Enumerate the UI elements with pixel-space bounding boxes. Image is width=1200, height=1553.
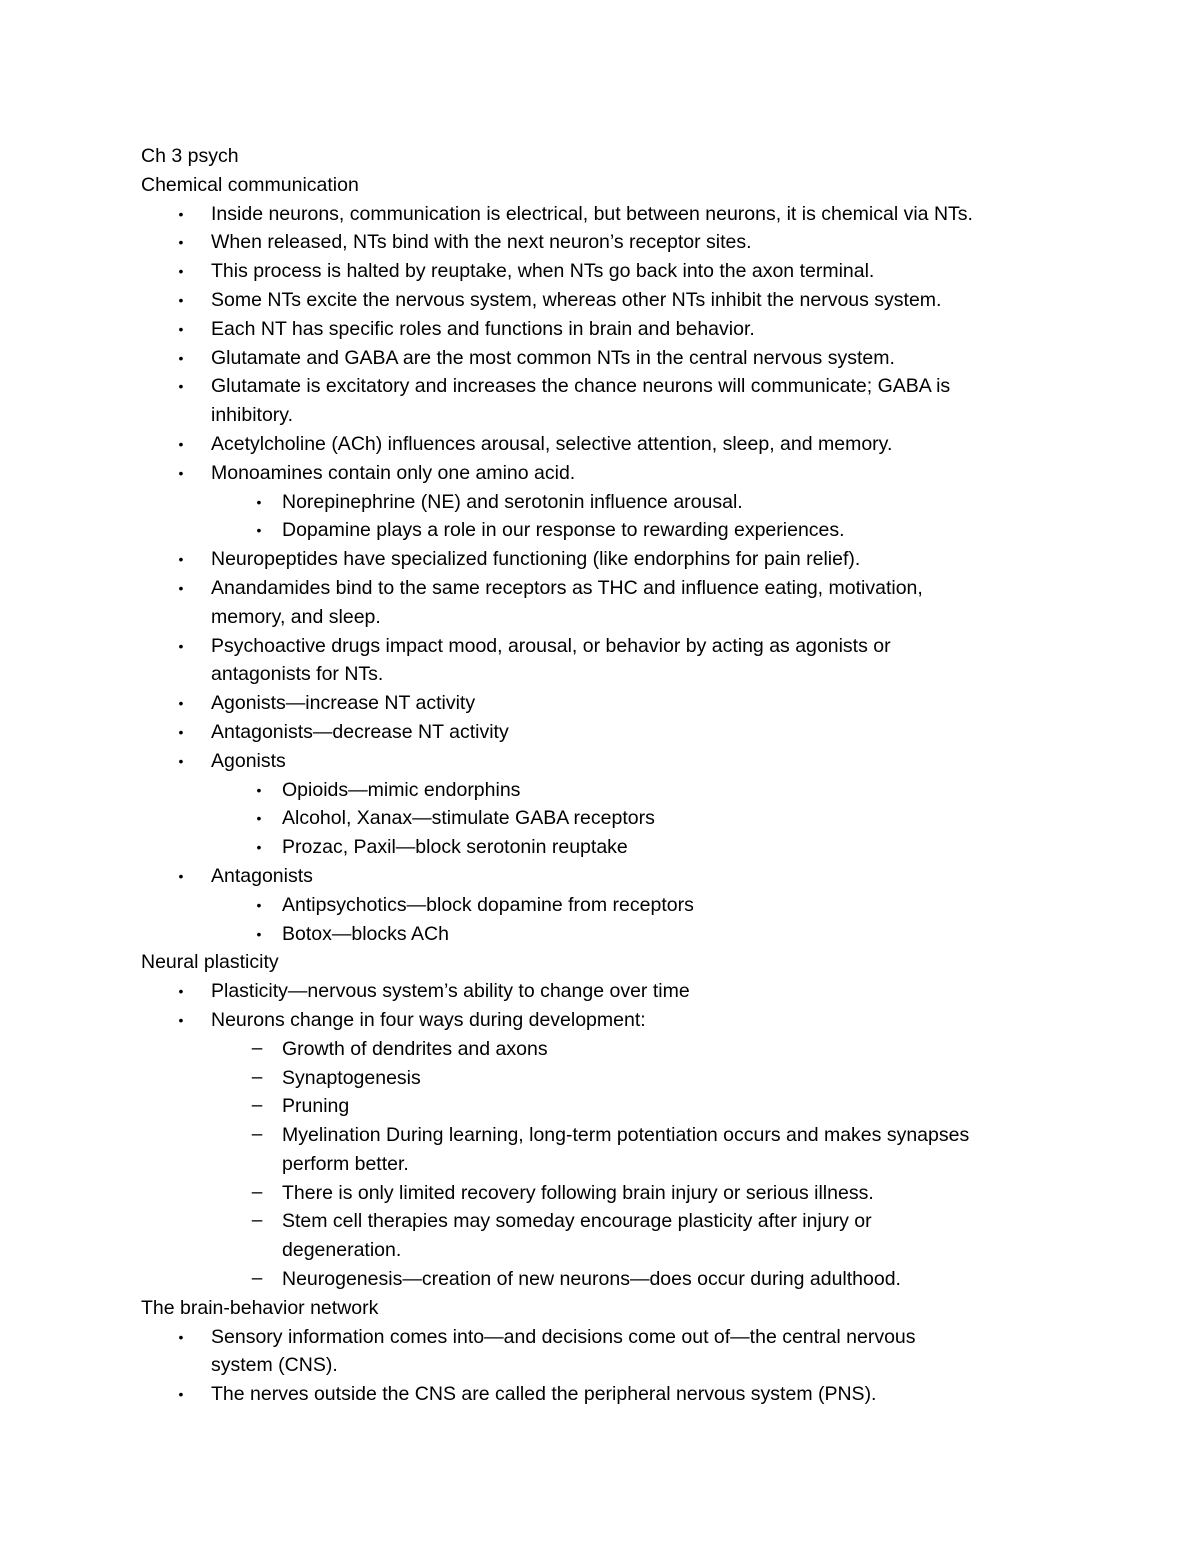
dash-bullet-icon: –	[251, 1268, 263, 1290]
list-item-continuation	[141, 660, 1101, 689]
list-item	[141, 430, 1101, 459]
list-item-text: Botox—blocks ACh	[282, 922, 449, 945]
bullet-icon: •	[256, 839, 262, 856]
bullet-icon: •	[178, 695, 184, 712]
list-item-text-continued: degeneration.	[282, 1239, 402, 1262]
sub-list-item	[141, 1179, 1101, 1208]
list-item	[141, 632, 1101, 661]
list-item	[141, 1380, 1101, 1409]
list-item-text: Stem cell therapies may someday encourage plasticity after injury or	[282, 1210, 872, 1233]
list-item-text: Neurogenesis—creation of new neurons—does occur during adulthood.	[282, 1268, 901, 1291]
bullet-icon: •	[178, 349, 184, 366]
dash-bullet-icon: –	[251, 1124, 263, 1146]
bullet-icon: •	[256, 493, 262, 510]
document-body	[141, 142, 1101, 1409]
list-item-text: Myelination During learning, long-term potentiation occurs and makes synapses	[282, 1124, 970, 1147]
list-item-continuation	[141, 1236, 1101, 1265]
list-item-text: Glutamate and GABA are the most common NTs in the central nervous system.	[211, 346, 895, 369]
section-heading: The brain-behavior network	[141, 1296, 379, 1319]
sub-list-item	[141, 1121, 1101, 1150]
sub-list-item	[141, 891, 1101, 920]
bullet-icon: •	[178, 983, 184, 1000]
list-item-text-continued: perform better.	[282, 1152, 409, 1175]
bullet-icon: •	[178, 723, 184, 740]
sub-list-item	[141, 804, 1101, 833]
list-item-text: Antagonists—decrease NT activity	[211, 720, 509, 743]
list-item-text: Antagonists	[211, 864, 313, 887]
list-item-text-continued: inhibitory.	[211, 404, 294, 427]
list-item-text: Agonists	[211, 749, 286, 772]
bullet-icon: •	[256, 781, 262, 798]
bullet-icon: •	[178, 205, 184, 222]
sub-list-item	[141, 516, 1101, 545]
sub-list-item	[141, 833, 1101, 862]
list-item-continuation	[141, 603, 1101, 632]
list-item-text: Inside neurons, communication is electrical, but between neurons, it is chemical via NTs.	[211, 202, 973, 225]
dash-bullet-icon: –	[251, 1181, 263, 1203]
list-item-text: Alcohol, Xanax—stimulate GABA receptors	[282, 807, 655, 830]
dash-bullet-icon: –	[251, 1095, 263, 1117]
list-item-text: Growth of dendrites and axons	[282, 1037, 548, 1060]
list-item-text-continued: antagonists for NTs.	[211, 663, 384, 686]
bullet-icon: •	[178, 320, 184, 337]
list-item-text: Some NTs excite the nervous system, whereas other NTs inhibit the nervous system.	[211, 288, 942, 311]
list-item-text: Plasticity—nervous system’s ability to change over time	[211, 980, 690, 1003]
list-item	[141, 200, 1101, 229]
dash-bullet-icon: –	[251, 1066, 263, 1088]
list-item-continuation	[141, 1150, 1101, 1179]
bullet-icon: •	[178, 752, 184, 769]
list-item-text: Acetylcholine (ACh) influences arousal, selective attention, sleep, and memory.	[211, 432, 893, 455]
bullet-icon: •	[256, 810, 262, 827]
list-item	[141, 747, 1101, 776]
list-item-text: Opioids—mimic endorphins	[282, 778, 521, 801]
list-item	[141, 286, 1101, 315]
bullet-icon: •	[178, 234, 184, 251]
sub-list-item	[141, 1207, 1101, 1236]
list-item-text: When released, NTs bind with the next neuron’s receptor sites.	[211, 231, 752, 254]
bullet-icon: •	[256, 896, 262, 913]
bullet-icon: •	[178, 579, 184, 596]
bullet-icon: •	[256, 522, 262, 539]
list-item	[141, 545, 1101, 574]
list-item-text: Dopamine plays a role in our response to rewarding experiences.	[282, 519, 845, 542]
bullet-icon: •	[256, 925, 262, 942]
list-item-text: Monoamines contain only one amino acid.	[211, 461, 576, 484]
sub-list-item	[141, 920, 1101, 949]
sub-list-item	[141, 1092, 1101, 1121]
bullet-icon: •	[178, 637, 184, 654]
list-item	[141, 228, 1101, 257]
bullet-icon: •	[178, 867, 184, 884]
dash-bullet-icon: –	[251, 1037, 263, 1059]
list-item	[141, 344, 1101, 373]
list-item-continuation	[141, 401, 1101, 430]
list-item-text: Antipsychotics—block dopamine from receptors	[282, 893, 694, 916]
list-item-text: Glutamate is excitatory and increases the chance neurons will communicate; GABA is	[211, 375, 951, 398]
list-item-text-continued: memory, and sleep.	[211, 605, 381, 628]
list-item-text: Neuropeptides have specialized functioning (like endorphins for pain relief).	[211, 548, 861, 571]
dash-bullet-icon: –	[251, 1210, 263, 1232]
list-item	[141, 574, 1101, 603]
sub-list-item	[141, 1035, 1101, 1064]
list-item	[141, 372, 1101, 401]
bullet-icon: •	[178, 551, 184, 568]
list-item	[141, 1323, 1101, 1352]
section-heading: Chemical communication	[141, 173, 359, 196]
list-item-continuation	[141, 1351, 1101, 1380]
sub-list-item	[141, 488, 1101, 517]
list-item	[141, 257, 1101, 286]
list-item	[141, 689, 1101, 718]
list-item-text: Norepinephrine (NE) and serotonin influence arousal.	[282, 490, 743, 513]
list-item-text: There is only limited recovery following brain injury or serious illness.	[282, 1181, 874, 1204]
list-item	[141, 459, 1101, 488]
list-item	[141, 718, 1101, 747]
sub-list-item	[141, 1265, 1101, 1294]
list-item-text: Sensory information comes into—and decisions come out of—the central nervous	[211, 1325, 916, 1348]
list-item-text: This process is halted by reuptake, when NTs go back into the axon terminal.	[211, 260, 875, 283]
list-item-text: Prozac, Paxil—block serotonin reuptake	[282, 836, 628, 859]
list-item-text: Pruning	[282, 1095, 350, 1118]
list-item-text: Psychoactive drugs impact mood, arousal, or behavior by acting as agonists or	[211, 634, 891, 657]
list-item	[141, 977, 1101, 1006]
sub-list-item	[141, 1064, 1101, 1093]
list-item-text: Agonists—increase NT activity	[211, 692, 476, 715]
list-item	[141, 315, 1101, 344]
document-title: Ch 3 psych	[141, 145, 239, 167]
list-item-text: Each NT has specific roles and functions in brain and behavior.	[211, 317, 755, 340]
section-heading: Neural plasticity	[141, 951, 279, 974]
bullet-icon: •	[178, 1386, 184, 1403]
bullet-icon: •	[178, 435, 184, 452]
list-item-text-continued: system (CNS).	[211, 1354, 338, 1377]
bullet-icon: •	[178, 263, 184, 280]
bullet-icon: •	[178, 291, 184, 308]
list-item-text: Neurons change in four ways during development:	[211, 1008, 646, 1031]
list-item-text: The nerves outside the CNS are called the peripheral nervous system (PNS).	[211, 1383, 877, 1406]
list-item	[141, 1006, 1101, 1035]
bullet-icon: •	[178, 1328, 184, 1345]
list-item-text: Anandamides bind to the same receptors as THC and influence eating, motivation,	[211, 576, 923, 599]
sub-list-item	[141, 776, 1101, 805]
bullet-icon: •	[178, 378, 184, 395]
list-item-text: Synaptogenesis	[282, 1066, 421, 1089]
bullet-icon: •	[178, 1011, 184, 1028]
bullet-icon: •	[178, 464, 184, 481]
list-item	[141, 862, 1101, 891]
